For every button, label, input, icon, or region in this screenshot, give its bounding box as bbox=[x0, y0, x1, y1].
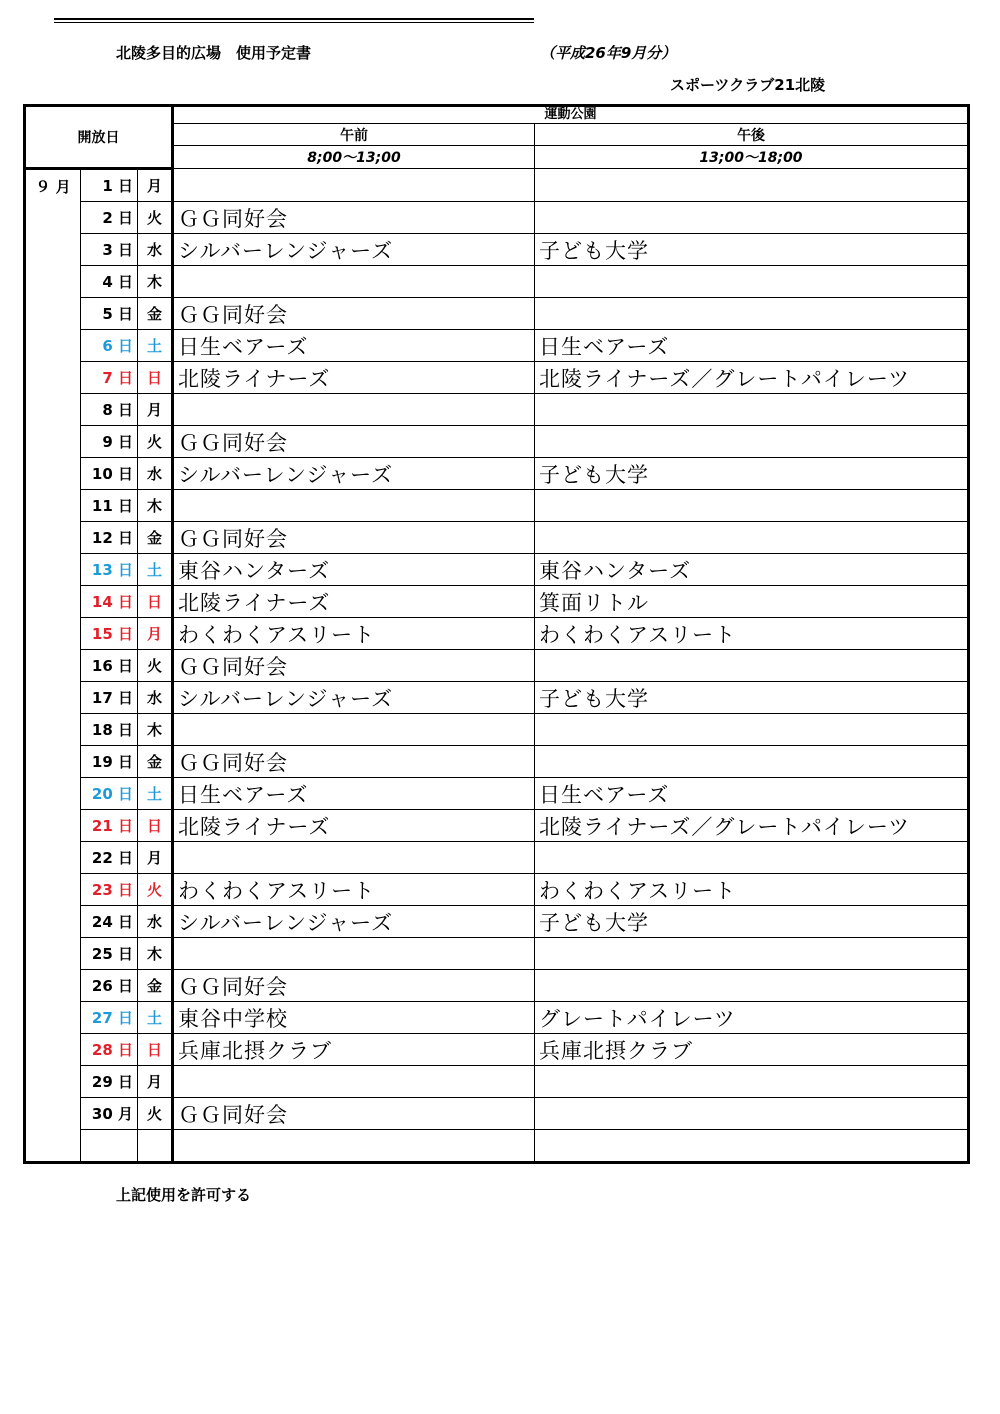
weekday-cell: 日 bbox=[138, 586, 173, 618]
day-cell: 24 日 bbox=[81, 906, 138, 938]
am-booking-cell: わくわくアスリート bbox=[173, 874, 535, 906]
am-booking-cell bbox=[173, 938, 535, 970]
day-cell: 5 日 bbox=[81, 298, 138, 330]
pm-booking-cell bbox=[535, 842, 969, 874]
pm-booking-cell: グレートパイレーツ bbox=[535, 1002, 969, 1034]
schedule-row bbox=[25, 362, 969, 394]
weekday-cell: 水 bbox=[138, 234, 173, 266]
schedule-table bbox=[23, 104, 970, 1164]
pm-booking-cell: 子ども大学 bbox=[535, 234, 969, 266]
schedule-body bbox=[25, 169, 969, 1163]
am-booking-cell: ＧＧ同好会 bbox=[173, 746, 535, 778]
day-cell: 7 日 bbox=[81, 362, 138, 394]
schedule-row bbox=[25, 298, 969, 330]
pm-booking-cell: 北陵ライナーズ／グレートパイレーツ bbox=[535, 362, 969, 394]
am-booking-cell: シルバーレンジャーズ bbox=[173, 458, 535, 490]
top-rule bbox=[54, 18, 534, 23]
am-booking-cell: ＧＧ同好会 bbox=[173, 298, 535, 330]
schedule-row bbox=[25, 522, 969, 554]
pm-booking-cell: 日生ベアーズ bbox=[535, 778, 969, 810]
schedule-row bbox=[25, 810, 969, 842]
weekday-cell: 火 bbox=[138, 202, 173, 234]
schedule-row bbox=[25, 842, 969, 874]
am-booking-cell: 東谷中学校 bbox=[173, 1002, 535, 1034]
day-cell: 12 日 bbox=[81, 522, 138, 554]
schedule-row bbox=[25, 490, 969, 522]
day-cell: 2 日 bbox=[81, 202, 138, 234]
day-cell: 30 月 bbox=[81, 1098, 138, 1130]
am-booking-cell: ＧＧ同好会 bbox=[173, 202, 535, 234]
pm-booking-cell bbox=[535, 970, 969, 1002]
am-booking-cell bbox=[173, 490, 535, 522]
pm-booking-cell: 東谷ハンターズ bbox=[535, 554, 969, 586]
weekday-cell: 土 bbox=[138, 778, 173, 810]
schedule-row bbox=[25, 970, 969, 1002]
am-booking-cell: 北陵ライナーズ bbox=[173, 362, 535, 394]
day-cell: 11 日 bbox=[81, 490, 138, 522]
am-booking-cell bbox=[173, 842, 535, 874]
weekday-cell bbox=[138, 1130, 173, 1163]
schedule-row bbox=[25, 778, 969, 810]
day-cell: 19 日 bbox=[81, 746, 138, 778]
organization-name: スポーツクラブ21北陵 bbox=[670, 76, 826, 94]
am-booking-cell: ＧＧ同好会 bbox=[173, 522, 535, 554]
schedule-row bbox=[25, 1034, 969, 1066]
weekday-cell: 月 bbox=[138, 1066, 173, 1098]
schedule-row bbox=[25, 618, 969, 650]
day-cell: 4 日 bbox=[81, 266, 138, 298]
am-booking-cell bbox=[173, 266, 535, 298]
am-booking-cell: 東谷ハンターズ bbox=[173, 554, 535, 586]
pm-booking-cell bbox=[535, 938, 969, 970]
pm-booking-cell bbox=[535, 169, 969, 202]
pm-booking-cell bbox=[535, 1130, 969, 1163]
weekday-cell: 月 bbox=[138, 618, 173, 650]
pm-booking-cell bbox=[535, 202, 969, 234]
pm-booking-cell bbox=[535, 714, 969, 746]
pm-booking-cell bbox=[535, 394, 969, 426]
schedule-row bbox=[25, 1066, 969, 1098]
weekday-cell: 水 bbox=[138, 458, 173, 490]
pm-booking-cell: 子ども大学 bbox=[535, 906, 969, 938]
day-cell: 13 日 bbox=[81, 554, 138, 586]
weekday-cell: 水 bbox=[138, 682, 173, 714]
am-header: 午前 bbox=[173, 124, 535, 146]
schedule-row bbox=[25, 202, 969, 234]
weekday-cell: 火 bbox=[138, 874, 173, 906]
venue-header: 運動公園 bbox=[173, 106, 969, 124]
day-cell: 10 日 bbox=[81, 458, 138, 490]
weekday-cell: 金 bbox=[138, 298, 173, 330]
pm-booking-cell bbox=[535, 746, 969, 778]
schedule-row bbox=[25, 1130, 969, 1163]
schedule-row bbox=[25, 746, 969, 778]
weekday-cell: 日 bbox=[138, 810, 173, 842]
weekday-cell: 水 bbox=[138, 906, 173, 938]
weekday-cell: 日 bbox=[138, 362, 173, 394]
open-day-header: 開放日 bbox=[25, 106, 173, 169]
am-booking-cell: ＧＧ同好会 bbox=[173, 426, 535, 458]
weekday-cell: 月 bbox=[138, 842, 173, 874]
pm-booking-cell bbox=[535, 522, 969, 554]
day-cell: 18 日 bbox=[81, 714, 138, 746]
am-booking-cell: 兵庫北摂クラブ bbox=[173, 1034, 535, 1066]
day-cell: 27 日 bbox=[81, 1002, 138, 1034]
pm-booking-cell: 北陵ライナーズ／グレートパイレーツ bbox=[535, 810, 969, 842]
pm-booking-cell bbox=[535, 266, 969, 298]
weekday-cell: 火 bbox=[138, 426, 173, 458]
schedule-row bbox=[25, 874, 969, 906]
schedule-row bbox=[25, 554, 969, 586]
am-booking-cell: ＧＧ同好会 bbox=[173, 970, 535, 1002]
weekday-cell: 金 bbox=[138, 970, 173, 1002]
pm-header: 午後 bbox=[535, 124, 969, 146]
day-cell: 8 日 bbox=[81, 394, 138, 426]
am-booking-cell bbox=[173, 714, 535, 746]
day-cell: 14 日 bbox=[81, 586, 138, 618]
am-booking-cell bbox=[173, 1130, 535, 1163]
am-booking-cell bbox=[173, 1066, 535, 1098]
day-cell: 15 日 bbox=[81, 618, 138, 650]
pm-booking-cell: 兵庫北摂クラブ bbox=[535, 1034, 969, 1066]
weekday-cell: 土 bbox=[138, 554, 173, 586]
day-cell: 6 日 bbox=[81, 330, 138, 362]
am-booking-cell: わくわくアスリート bbox=[173, 618, 535, 650]
day-cell: 29 日 bbox=[81, 1066, 138, 1098]
am-booking-cell: 日生ベアーズ bbox=[173, 778, 535, 810]
day-cell: 20 日 bbox=[81, 778, 138, 810]
weekday-cell: 土 bbox=[138, 330, 173, 362]
weekday-cell: 火 bbox=[138, 650, 173, 682]
schedule-row bbox=[25, 330, 969, 362]
day-cell: 26 日 bbox=[81, 970, 138, 1002]
schedule-row bbox=[25, 938, 969, 970]
weekday-cell: 金 bbox=[138, 746, 173, 778]
am-booking-cell bbox=[173, 169, 535, 202]
schedule-row bbox=[25, 650, 969, 682]
schedule-row bbox=[25, 1002, 969, 1034]
schedule-row bbox=[25, 426, 969, 458]
day-cell: 16 日 bbox=[81, 650, 138, 682]
pm-booking-cell: 箕面リトル bbox=[535, 586, 969, 618]
pm-booking-cell bbox=[535, 1098, 969, 1130]
am-booking-cell: 北陵ライナーズ bbox=[173, 586, 535, 618]
pm-booking-cell bbox=[535, 426, 969, 458]
schedule-row bbox=[25, 906, 969, 938]
month-cell: ９ 月 bbox=[25, 169, 81, 1163]
weekday-cell: 火 bbox=[138, 1098, 173, 1130]
pm-booking-cell: 日生ベアーズ bbox=[535, 330, 969, 362]
schedule-row bbox=[25, 458, 969, 490]
pm-booking-cell bbox=[535, 490, 969, 522]
pm-booking-cell: わくわくアスリート bbox=[535, 874, 969, 906]
weekday-cell: 木 bbox=[138, 938, 173, 970]
weekday-cell: 日 bbox=[138, 1034, 173, 1066]
schedule-row bbox=[25, 714, 969, 746]
am-booking-cell: 北陵ライナーズ bbox=[173, 810, 535, 842]
day-cell: 1 日 bbox=[81, 169, 138, 202]
pm-time-header: 13;00～18;00 bbox=[535, 146, 969, 169]
pm-booking-cell: わくわくアスリート bbox=[535, 618, 969, 650]
day-cell: 3 日 bbox=[81, 234, 138, 266]
am-booking-cell: ＧＧ同好会 bbox=[173, 1098, 535, 1130]
pm-booking-cell: 子ども大学 bbox=[535, 458, 969, 490]
document-title: 北陵多目的広場 使用予定書 bbox=[116, 44, 312, 62]
day-cell: 9 日 bbox=[81, 426, 138, 458]
weekday-cell: 月 bbox=[138, 169, 173, 202]
weekday-cell: 金 bbox=[138, 522, 173, 554]
weekday-cell: 木 bbox=[138, 266, 173, 298]
day-cell: 22 日 bbox=[81, 842, 138, 874]
approval-note: 上記使用を許可する bbox=[116, 1186, 252, 1204]
schedule-row bbox=[25, 1098, 969, 1130]
schedule-row bbox=[25, 266, 969, 298]
schedule-row bbox=[25, 586, 969, 618]
am-booking-cell: 日生ベアーズ bbox=[173, 330, 535, 362]
am-time-header: 8;00～13;00 bbox=[173, 146, 535, 169]
schedule-row bbox=[25, 169, 969, 202]
am-booking-cell: シルバーレンジャーズ bbox=[173, 906, 535, 938]
pm-booking-cell bbox=[535, 298, 969, 330]
day-cell: 17 日 bbox=[81, 682, 138, 714]
am-booking-cell: シルバーレンジャーズ bbox=[173, 234, 535, 266]
am-booking-cell bbox=[173, 394, 535, 426]
weekday-cell: 月 bbox=[138, 394, 173, 426]
period-label: （平成26年9月分） bbox=[540, 44, 677, 62]
weekday-cell: 木 bbox=[138, 490, 173, 522]
day-cell: 21 日 bbox=[81, 810, 138, 842]
pm-booking-cell: 子ども大学 bbox=[535, 682, 969, 714]
day-cell: 28 日 bbox=[81, 1034, 138, 1066]
pm-booking-cell bbox=[535, 650, 969, 682]
schedule-row bbox=[25, 682, 969, 714]
am-booking-cell: ＧＧ同好会 bbox=[173, 650, 535, 682]
schedule-row bbox=[25, 234, 969, 266]
day-cell bbox=[81, 1130, 138, 1163]
day-cell: 23 日 bbox=[81, 874, 138, 906]
schedule-row bbox=[25, 394, 969, 426]
am-booking-cell: シルバーレンジャーズ bbox=[173, 682, 535, 714]
weekday-cell: 木 bbox=[138, 714, 173, 746]
weekday-cell: 土 bbox=[138, 1002, 173, 1034]
pm-booking-cell bbox=[535, 1066, 969, 1098]
day-cell: 25 日 bbox=[81, 938, 138, 970]
